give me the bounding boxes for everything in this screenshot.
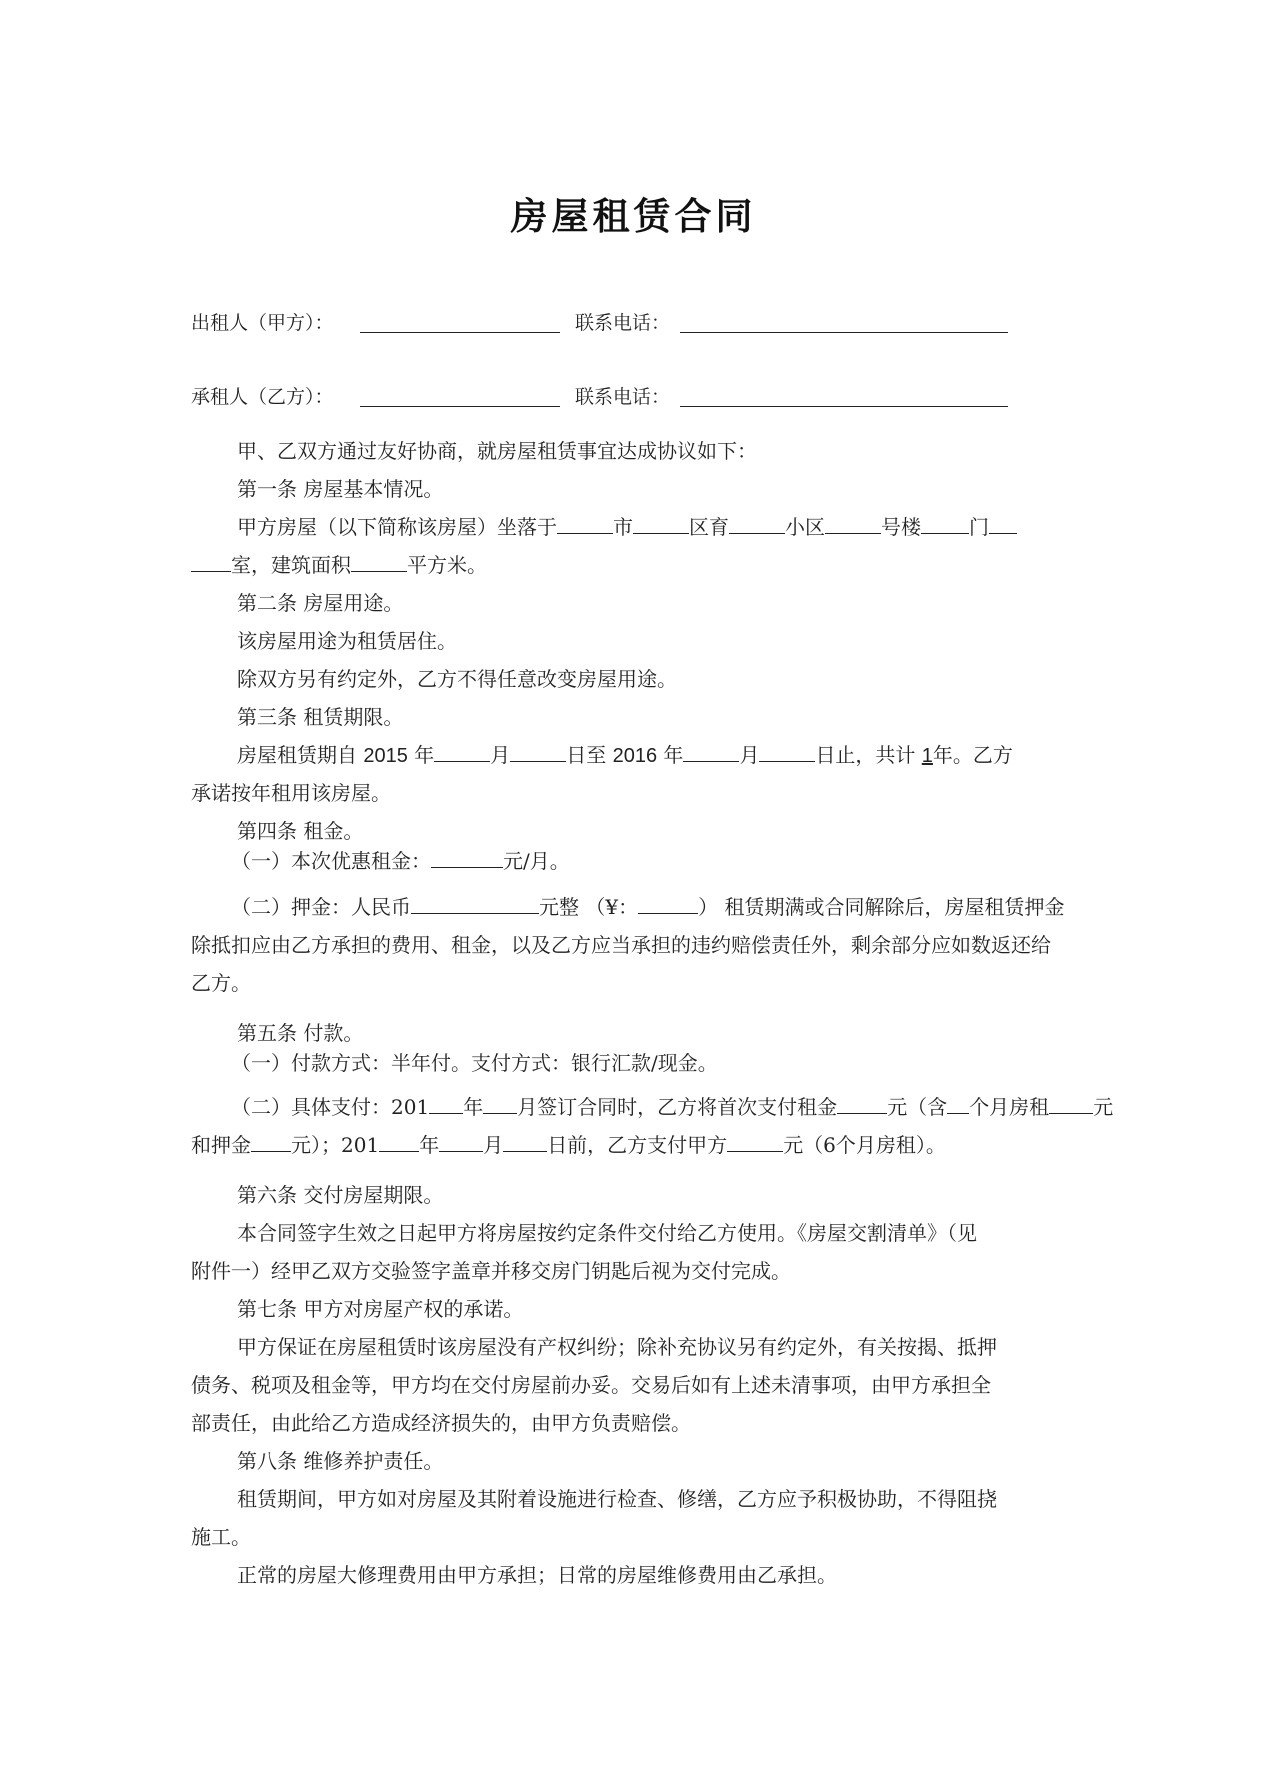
article-8-line-2: 施工。 [191, 1525, 251, 1549]
article-4-clause-1: （一）本次优惠租金： 元/月。 [231, 849, 570, 873]
article-8-line-1: 租赁期间，甲方如对房屋及其附着设施进行检查、修缮，乙方应予积极协助，不得阻挠 [237, 1487, 997, 1511]
area-field[interactable] [351, 552, 407, 572]
room-field[interactable] [191, 552, 231, 572]
article-4-heading: 第四条 租金。 [237, 819, 364, 843]
deposit-part-field[interactable] [251, 1132, 291, 1152]
article-3-heading: 第三条 租赁期限。 [237, 705, 404, 729]
lessee-phone-label: 联系电话： [575, 386, 671, 408]
district-field[interactable] [633, 514, 689, 534]
second-payment-field[interactable] [727, 1132, 783, 1152]
article-7-heading: 第七条 甲方对房屋产权的承诺。 [237, 1297, 524, 1321]
deposit-amount-field[interactable] [411, 894, 539, 914]
second-month-field[interactable] [439, 1132, 483, 1152]
city-field[interactable] [557, 514, 613, 534]
article-7-line-1: 甲方保证在房屋租赁时该房屋没有产权纠纷；除补充协议另有约定外，有关按揭、抵押 [237, 1335, 997, 1359]
lessor-label: 出租人（甲方）： [191, 312, 334, 334]
article-6-line-1: 本合同签字生效之日起甲方将房屋按约定条件交付给乙方使用。《房屋交割清单》（见 [237, 1221, 977, 1245]
article-8-line-3: 正常的房屋大修理费用由甲方承担；日常的房屋维修费用由乙承担。 [237, 1563, 837, 1587]
sign-month-field[interactable] [483, 1094, 517, 1114]
start-day-field[interactable] [510, 742, 566, 762]
community-field[interactable] [729, 514, 785, 534]
lessee-name-field[interactable] [360, 406, 560, 407]
article-7-line-3: 部责任，由此给乙方造成经济损失的，由甲方负责赔偿。 [191, 1411, 691, 1435]
article-5-clause-2-line-2: 和押金 元）；201 年 月 日前，乙方支付甲方 元（6个月房租）。 [191, 1133, 946, 1157]
article-5-clause-1: （一）付款方式：半年付。支付方式：银行汇款/现金。 [231, 1051, 718, 1075]
rent-part-field[interactable] [1049, 1094, 1093, 1114]
lessor-row [0, 308, 1267, 348]
deposit-number-field[interactable] [638, 894, 698, 914]
intro-paragraph: 甲、乙双方通过友好协商，就房屋租赁事宜达成协议如下： [237, 439, 757, 463]
room-field-start[interactable] [989, 514, 1017, 534]
start-month-field[interactable] [434, 742, 490, 762]
months-field[interactable] [947, 1094, 969, 1114]
article-3-term-line: 房屋租赁期自 2015 年 月 日至 2016 年 月 日止，共计 1年。乙方 [237, 743, 1013, 767]
article-6-heading: 第六条 交付房屋期限。 [237, 1183, 444, 1207]
article-2-restriction: 除双方另有约定外，乙方不得任意改变房屋用途。 [237, 667, 677, 691]
sign-year-field[interactable] [429, 1094, 463, 1114]
article-4-clause-2: （二）押金：人民币 元整 （¥： ） 租赁期满或合同解除后，房屋租赁押金 [231, 895, 1065, 919]
lessor-phone-field[interactable] [680, 332, 1008, 333]
term-years: 1 [921, 745, 933, 767]
article-4-clause-2-line-3: 乙方。 [191, 971, 251, 995]
article-6-line-2: 附件一）经甲乙双方交验签字盖章并移交房门钥匙后视为交付完成。 [191, 1259, 791, 1283]
article-1-heading: 第一条 房屋基本情况。 [237, 477, 444, 501]
discount-rent-field[interactable] [431, 848, 503, 868]
end-month-field[interactable] [683, 742, 739, 762]
article-1-location-line: 甲方房屋（以下简称该房屋）坐落于 市 区育 小区 号楼 门 [191, 508, 1152, 546]
second-year-field[interactable] [379, 1132, 419, 1152]
article-2-heading: 第二条 房屋用途。 [237, 591, 404, 615]
article-3-term-line-2: 承诺按年租用该房屋。 [191, 781, 391, 805]
article-1-area-line: 室，建筑面积 平方米。 [191, 546, 1106, 584]
lessee-row [0, 382, 1267, 422]
unit-field[interactable] [921, 514, 969, 534]
article-5-heading: 第五条 付款。 [237, 1021, 364, 1045]
building-field[interactable] [825, 514, 881, 534]
article-4-clause-2-line-2: 除抵扣应由乙方承担的费用、租金，以及乙方应当承担的违约赔偿责任外，剩余部分应如数返还给 [191, 933, 1051, 957]
second-day-field[interactable] [503, 1132, 547, 1152]
article-5-clause-2: （二）具体支付：201 年 月签订合同时，乙方将首次支付租金 元（含 个月房租 元 [231, 1095, 1114, 1119]
end-day-field[interactable] [759, 742, 815, 762]
lessee-label: 承租人（乙方）： [191, 386, 334, 408]
lessor-phone-label: 联系电话： [575, 312, 671, 334]
lessor-name-field[interactable] [360, 332, 560, 333]
lessee-phone-field[interactable] [680, 406, 1008, 407]
first-payment-field[interactable] [837, 1094, 887, 1114]
article-7-line-2: 债务、税项及租金等，甲方均在交付房屋前办妥。交易后如有上述未清事项，由甲方承担全 [191, 1373, 991, 1397]
article-2-usage: 该房屋用途为租赁居住。 [237, 629, 457, 653]
document-title: 房屋租赁合同 [510, 194, 757, 238]
article-8-heading: 第八条 维修养护责任。 [237, 1449, 444, 1473]
